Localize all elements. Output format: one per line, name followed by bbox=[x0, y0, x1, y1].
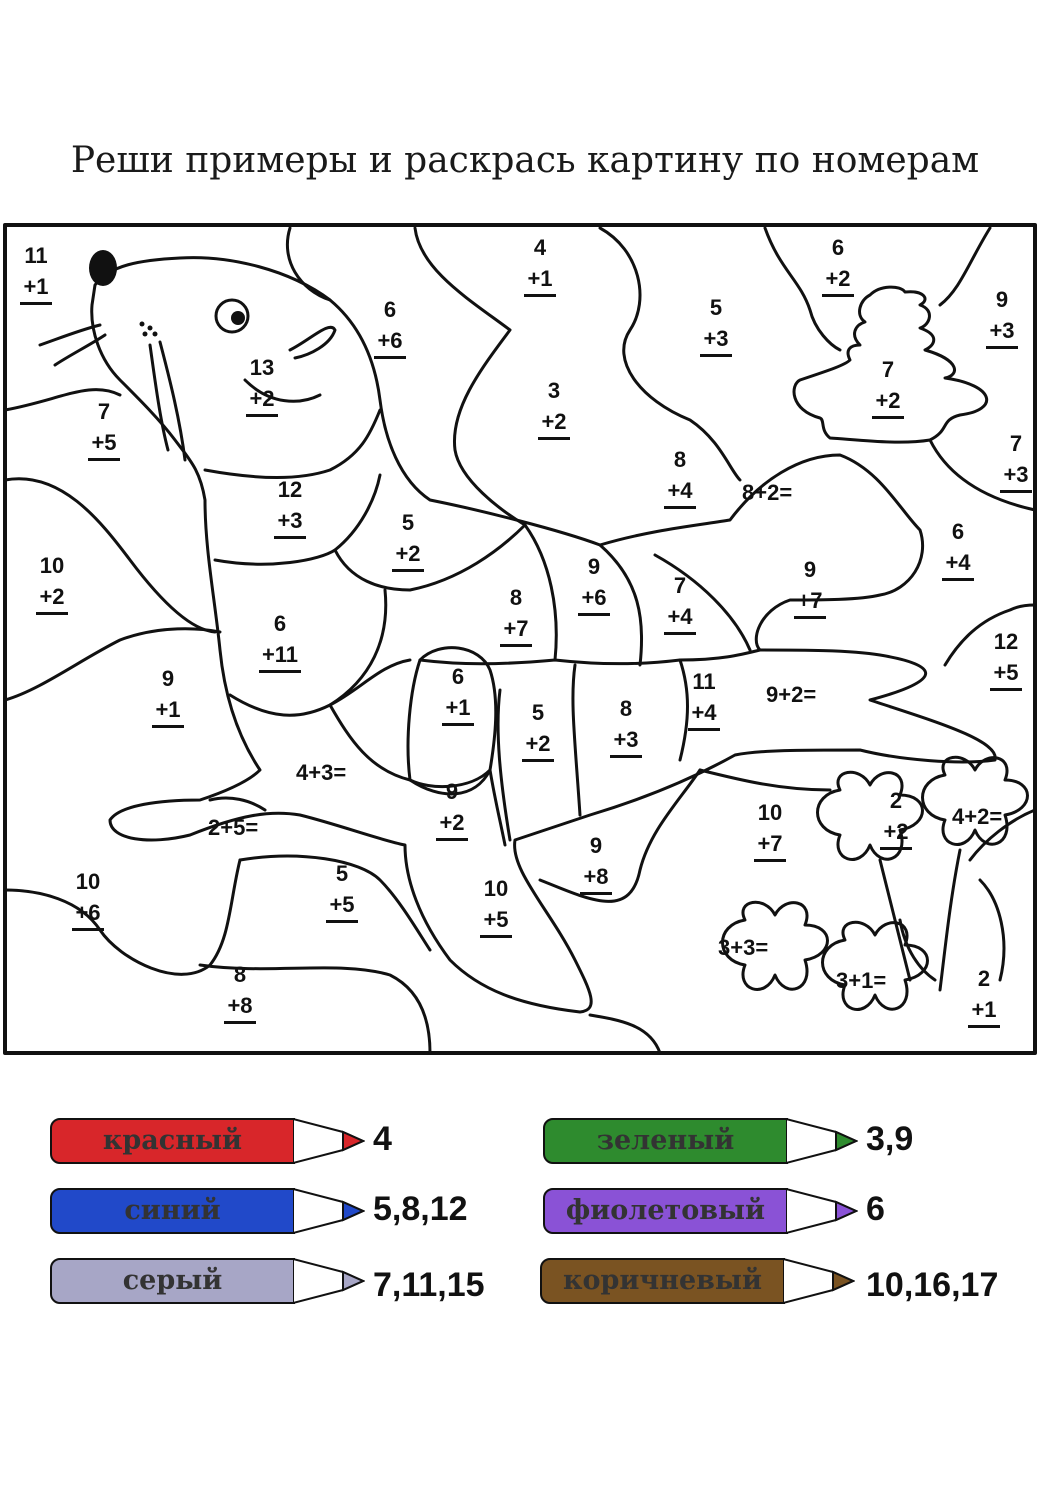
pencil-tip-icon bbox=[783, 1258, 855, 1304]
pencil-tip-icon bbox=[293, 1258, 365, 1304]
pencil-color-label: фиолетовый bbox=[565, 1195, 766, 1226]
problem-4-plus-2-inline: 4+2= bbox=[952, 804, 1003, 829]
pencil-red bbox=[50, 1118, 370, 1164]
problem-7-plus-4: 7 +4 bbox=[658, 570, 702, 635]
problem-8-plus-3: 8 +3 bbox=[604, 693, 648, 758]
problem-12-plus-5: 12 +5 bbox=[984, 626, 1028, 691]
region-line bbox=[540, 770, 700, 901]
seal-nose bbox=[89, 250, 117, 286]
problem-11-plus-4: 11 +4 bbox=[682, 666, 726, 731]
problem-8-plus-7: 8 +7 bbox=[494, 582, 538, 647]
pencil-color-label: серый bbox=[122, 1265, 223, 1296]
seal-line bbox=[335, 525, 525, 590]
pencil-color-label: синий bbox=[124, 1195, 221, 1226]
problem-10-plus-6: 10 +6 bbox=[66, 866, 110, 931]
numbers-gray: 7,11,15 bbox=[373, 1266, 485, 1304]
numbers-green: 3,9 bbox=[866, 1120, 914, 1158]
region-line bbox=[590, 1015, 660, 1053]
pencil-tip-icon bbox=[786, 1188, 858, 1234]
pencil-color-label: красный bbox=[102, 1125, 243, 1156]
problem-10-plus-7: 10 +7 bbox=[748, 797, 792, 862]
pencil-tip-icon bbox=[786, 1118, 858, 1164]
problem-4-plus-3-inline: 4+3= bbox=[296, 760, 347, 785]
problem-4-plus-1: 4 +1 bbox=[518, 232, 562, 297]
region-line bbox=[415, 228, 525, 525]
pencil-tip-icon bbox=[293, 1118, 365, 1164]
seal-pupil bbox=[231, 311, 245, 325]
problem-5-plus-2: 5 +2 bbox=[386, 507, 430, 572]
numbers-blue: 5,8,12 bbox=[373, 1190, 468, 1228]
problem-5-plus-2-b: 5 +2 bbox=[516, 697, 560, 762]
problem-9-plus-6: 9 +6 bbox=[572, 551, 616, 616]
seal-snout-dots bbox=[140, 322, 158, 337]
problem-2-plus-5-inline: 2+5= bbox=[208, 815, 259, 840]
seal-line bbox=[573, 665, 580, 815]
problem-9-plus-7: 9 +7 bbox=[788, 554, 832, 619]
problem-7-plus-5: 7 +5 bbox=[82, 396, 126, 461]
problem-13-plus-2: 13 +2 bbox=[240, 352, 284, 417]
region-line bbox=[287, 228, 330, 300]
region-line bbox=[5, 860, 240, 974]
seal-line bbox=[210, 798, 265, 810]
numbers-purple: 6 bbox=[866, 1190, 885, 1228]
flower-stem bbox=[940, 850, 960, 990]
pencil-green bbox=[543, 1118, 863, 1164]
problem-11-plus-1: 11 +1 bbox=[14, 240, 58, 305]
problem-6-plus-11: 6 +11 bbox=[252, 608, 308, 673]
pencil-tip-icon bbox=[293, 1188, 365, 1234]
flower bbox=[923, 757, 1028, 844]
pencil-purple bbox=[543, 1188, 863, 1234]
pencil-gray bbox=[50, 1258, 370, 1304]
problem-6-plus-4: 6 +4 bbox=[936, 516, 980, 581]
problem-5-plus-3: 5 +3 bbox=[694, 292, 738, 357]
pencil-color-label: зеленый bbox=[596, 1125, 735, 1156]
problem-7-plus-2: 7 +2 bbox=[866, 354, 910, 419]
seal-whisker bbox=[160, 342, 185, 460]
pencil-brown bbox=[540, 1258, 860, 1304]
flower bbox=[823, 922, 928, 1009]
problem-6-plus-6: 6 +6 bbox=[368, 294, 412, 359]
problem-7-plus-3: 7 +3 bbox=[994, 428, 1038, 493]
seal-line bbox=[205, 410, 380, 478]
region-line bbox=[700, 770, 830, 790]
problem-6-plus-1: 6 +1 bbox=[436, 661, 480, 726]
problem-9-plus-3: 9 +3 bbox=[980, 284, 1024, 349]
problem-8-plus-2-inline: 8+2= bbox=[742, 480, 793, 505]
problem-5-plus-5: 5 +5 bbox=[320, 858, 364, 923]
problem-8-plus-8: 8 +8 bbox=[218, 959, 262, 1024]
pencil-blue bbox=[50, 1188, 370, 1234]
problem-10-plus-5: 10 +5 bbox=[474, 873, 518, 938]
problem-2-plus-2: 2 +2 bbox=[876, 785, 916, 850]
problem-2-plus-1: 2 +1 bbox=[962, 963, 1006, 1028]
problem-9-plus-1: 9 +1 bbox=[146, 663, 190, 728]
seal-whisker bbox=[55, 335, 105, 365]
problem-3-plus-1-inline: 3+1= bbox=[836, 968, 887, 993]
numbers-red: 4 bbox=[373, 1120, 392, 1158]
problem-9-plus-8: 9 +8 bbox=[574, 830, 618, 895]
problem-8-plus-4: 8 +4 bbox=[658, 444, 702, 509]
problem-9-plus-2-inline: 9+2= bbox=[766, 682, 817, 707]
problem-3-plus-3-inline: 3+3= bbox=[718, 935, 769, 960]
problem-10-plus-2: 10 +2 bbox=[30, 550, 74, 615]
flower-stem bbox=[880, 860, 910, 980]
problem-6-plus-2: 6 +2 bbox=[816, 232, 860, 297]
page-title: Реши примеры и раскрась картину по номерам bbox=[70, 140, 980, 181]
seal-outline bbox=[92, 258, 996, 1012]
problem-12-plus-3: 12 +3 bbox=[268, 474, 312, 539]
numbers-brown: 10,16,17 bbox=[866, 1266, 999, 1304]
seal-eyebrow bbox=[290, 327, 335, 358]
pencil-color-label: коричневый bbox=[563, 1265, 762, 1296]
problem-9-plus-2: 9 +2 bbox=[430, 776, 474, 841]
problem-3-plus-2: 3 +2 bbox=[532, 375, 576, 440]
